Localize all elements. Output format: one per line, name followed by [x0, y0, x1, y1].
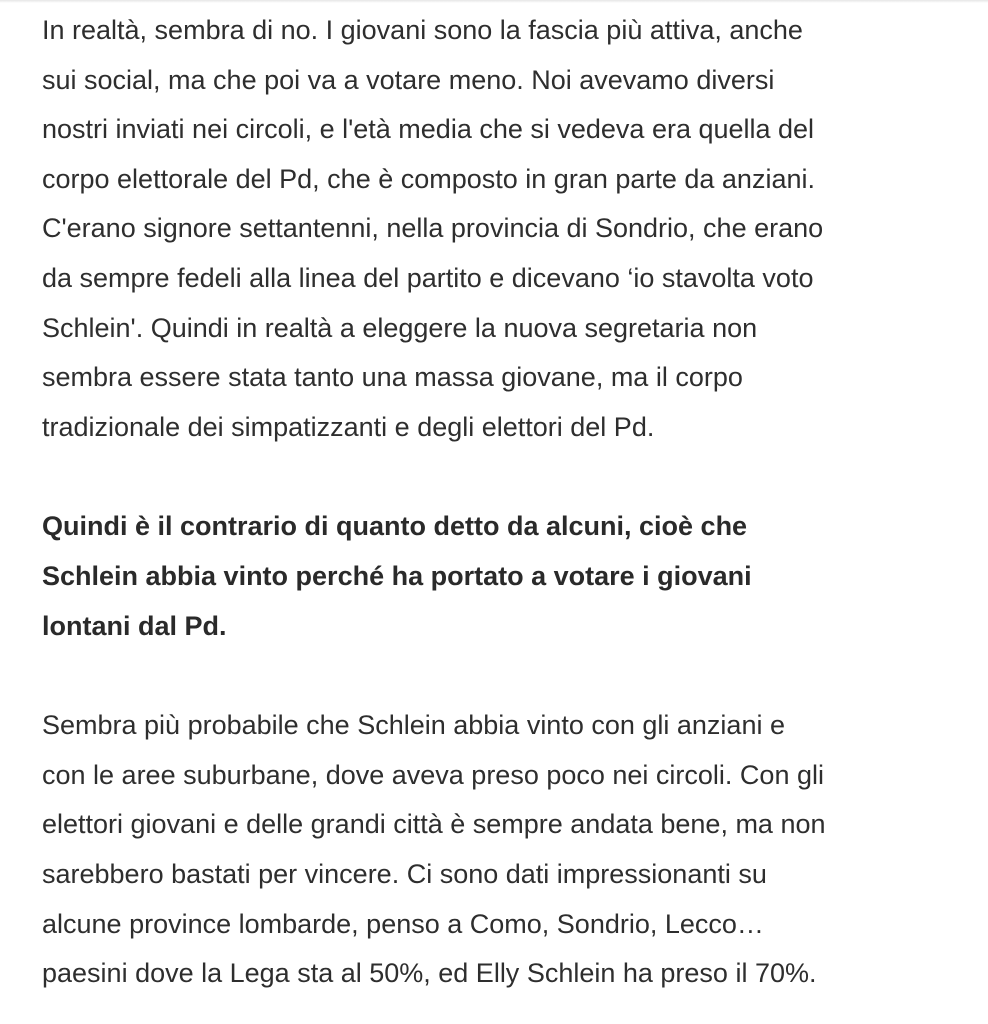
- text-line: corpo elettorale del Pd, che è composto in gran parte da anziani.: [42, 163, 815, 194]
- article-body: [42, 6, 942, 999]
- text-line: sui social, ma che poi va a votare meno. Noi avevamo diversi: [42, 64, 775, 95]
- text-line: Sembra più probabile che Schlein abbia vinto con gli anziani e: [42, 710, 785, 741]
- text-line: da sempre fedeli alla linea del partito e dicevano ‘io stavolta voto: [42, 262, 814, 293]
- text-line: sarebbero bastati per vincere. Ci sono dati impressionanti su: [42, 858, 767, 889]
- text-line: sembra essere stata tanto una massa giovane, ma il corpo: [42, 362, 743, 393]
- question-line: Quindi è il contrario di quanto detto da alcuni, cioè che: [42, 511, 748, 542]
- text-line: nostri inviati nei circoli, e l'età media che si vedeva era quella del: [42, 114, 815, 145]
- interview-question: [42, 502, 942, 651]
- text-line: Schlein'. Quindi in realtà a eleggere la nuova segretaria non: [42, 312, 758, 343]
- text-line: alcune province lombarde, penso a Como, Sondrio, Lecco…: [42, 908, 764, 939]
- question-line: Schlein abbia vinto perché ha portato a votare i giovani: [42, 560, 752, 591]
- text-line: In realtà, sembra di no. I giovani sono la fascia più attiva, anche: [42, 15, 803, 45]
- text-line: tradizionale dei simpatizzanti e degli elettori del Pd.: [42, 411, 655, 442]
- question-line: lontani dal Pd.: [42, 610, 227, 641]
- text-line: elettori giovani e delle grandi città è sempre andata bene, ma non: [42, 809, 826, 840]
- text-line: con le aree suburbane, dove aveva preso poco nei circoli. Con gli: [42, 759, 824, 790]
- text-line: paesini dove la Lega sta al 50%, ed Elly Schlein ha preso il 70%.: [42, 958, 817, 989]
- top-edge-shadow: [0, 0, 988, 3]
- text-line: C'erano signore settantenni, nella provincia di Sondrio, che erano: [42, 213, 824, 244]
- answer-paragraph-2: [42, 701, 942, 999]
- answer-paragraph-1: [42, 6, 942, 452]
